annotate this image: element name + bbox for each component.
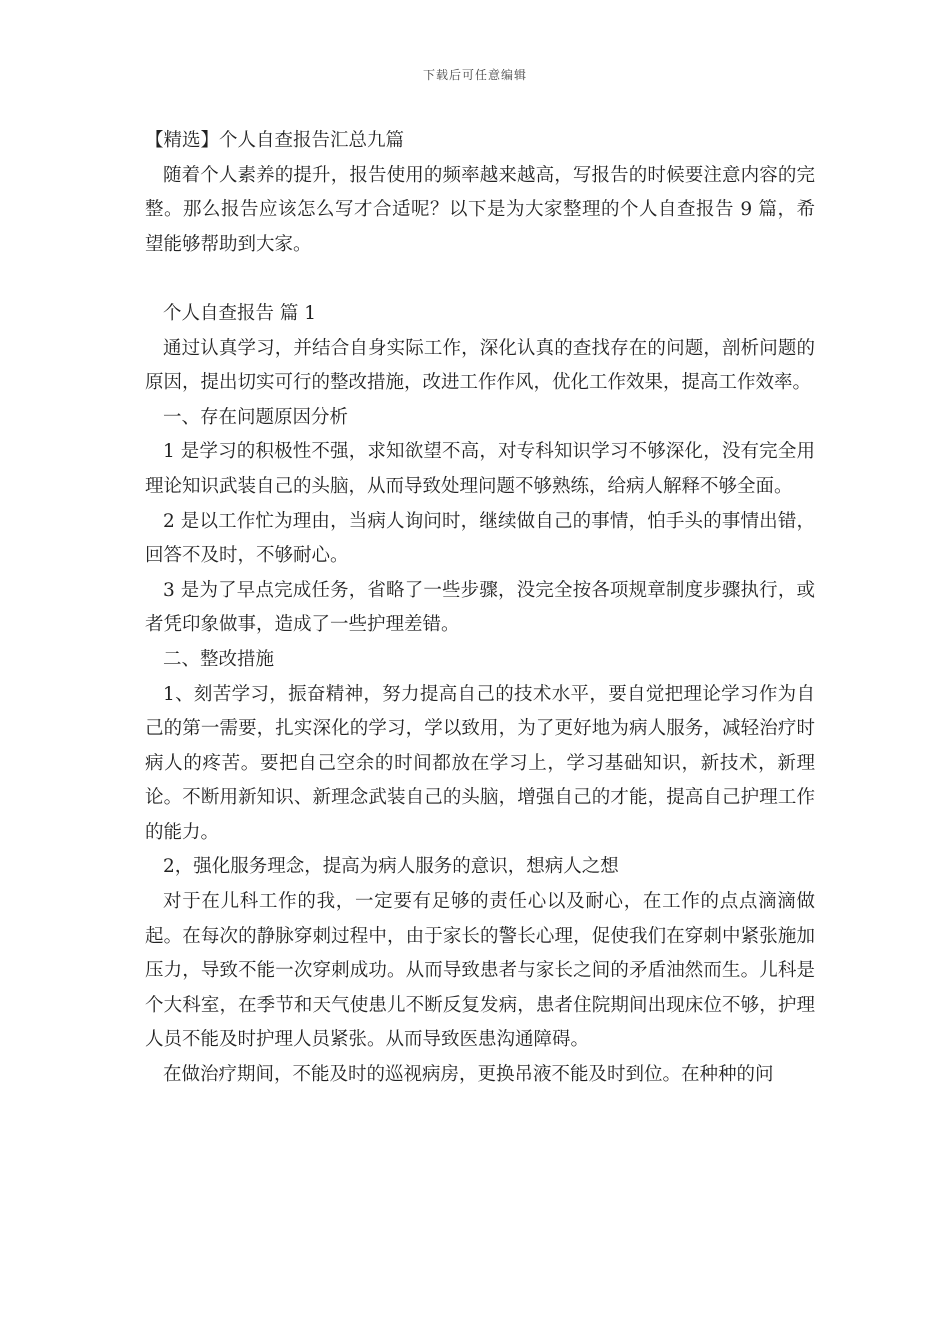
- document-title: 【精选】个人自查报告汇总九篇: [145, 130, 405, 151]
- heading-measures: 二、整改措施: [163, 648, 275, 670]
- heading-problem-analysis: 一、存在问题原因分析: [163, 406, 349, 428]
- paragraph-spacer: [145, 262, 815, 297]
- measure-2-title: 2，强化服务理念，提高为病人服务的意识，想病人之想: [163, 856, 619, 878]
- section-intro-paragraph: 通过认真学习，并结合自身实际工作，深化认真的查找存在的问题，剖析问题的原因，提出切实可行的整改措施，改进工作作风，优化工作效果，提高工作效率。: [145, 337, 815, 394]
- problem-paragraph-3: 3 是为了早点完成任务，省略了一些步骤，没完全按各项规章制度步骤执行，或者凭印象做事，造成了一些护理差错。: [145, 579, 815, 636]
- section-title: 个人自查报告 篇 1: [163, 302, 317, 324]
- problem-paragraph-1: 1 是学习的积极性不强，求知欲望不高，对专科知识学习不够深化，没有完全用理论知识武装自己的头脑，从而导致处理问题不够熟练，给病人解释不够全面。: [145, 441, 815, 497]
- document-body: [145, 124, 815, 1093]
- measure-paragraph-1: 1、刻苦学习，振奋精神，努力提高自己的技术水平，要自觉把理论学习作为自己的第一需要，扎实深化的学习，学以致用，为了更好地为病人服务，减轻治疗时病人的疼苦。要把自己空余的时间都放在学习上，学习基础知识，新技术，新理论。不断用新知识、新理念武装自己的头脑，增强自己的才能，提高自己护理工作的能力。: [145, 683, 815, 843]
- problem-paragraph-2: 2 是以工作忙为理由，当病人询问时，继续做自己的事情，怕手头的事情出错，回答不及时，不够耐心。: [145, 510, 815, 567]
- measure-2-body: 对于在儿科工作的我，一定要有足够的责任心以及耐心，在工作的点点滴滴做起。在每次的静脉穿刺过程中，由于家长的警长心理，促使我们在穿刺中紧张施加压力，导致不能一次穿刺成功。从而导致患者与家长之间的矛盾油然而生。儿科是个大科室，在季节和天气使患儿不断反复发病，患者住院期间出现床位不够，护理人员不能及时护理人员紧张。从而导致医患沟通障碍。: [145, 891, 815, 1051]
- page-header-note: 下载后可任意编辑: [422, 68, 527, 82]
- intro-paragraph: 随着个人素养的提升，报告使用的频率越来越高，写报告的时候要注意内容的完整。那么报告应该怎么写才合适呢？以下是为大家整理的个人自查报告 9 篇，希望能够帮助到大家。: [145, 164, 815, 255]
- measure-2-continued: 在做治疗期间，不能及时的巡视病房，更换吊液不能及时到位。在种种的问: [163, 1064, 774, 1086]
